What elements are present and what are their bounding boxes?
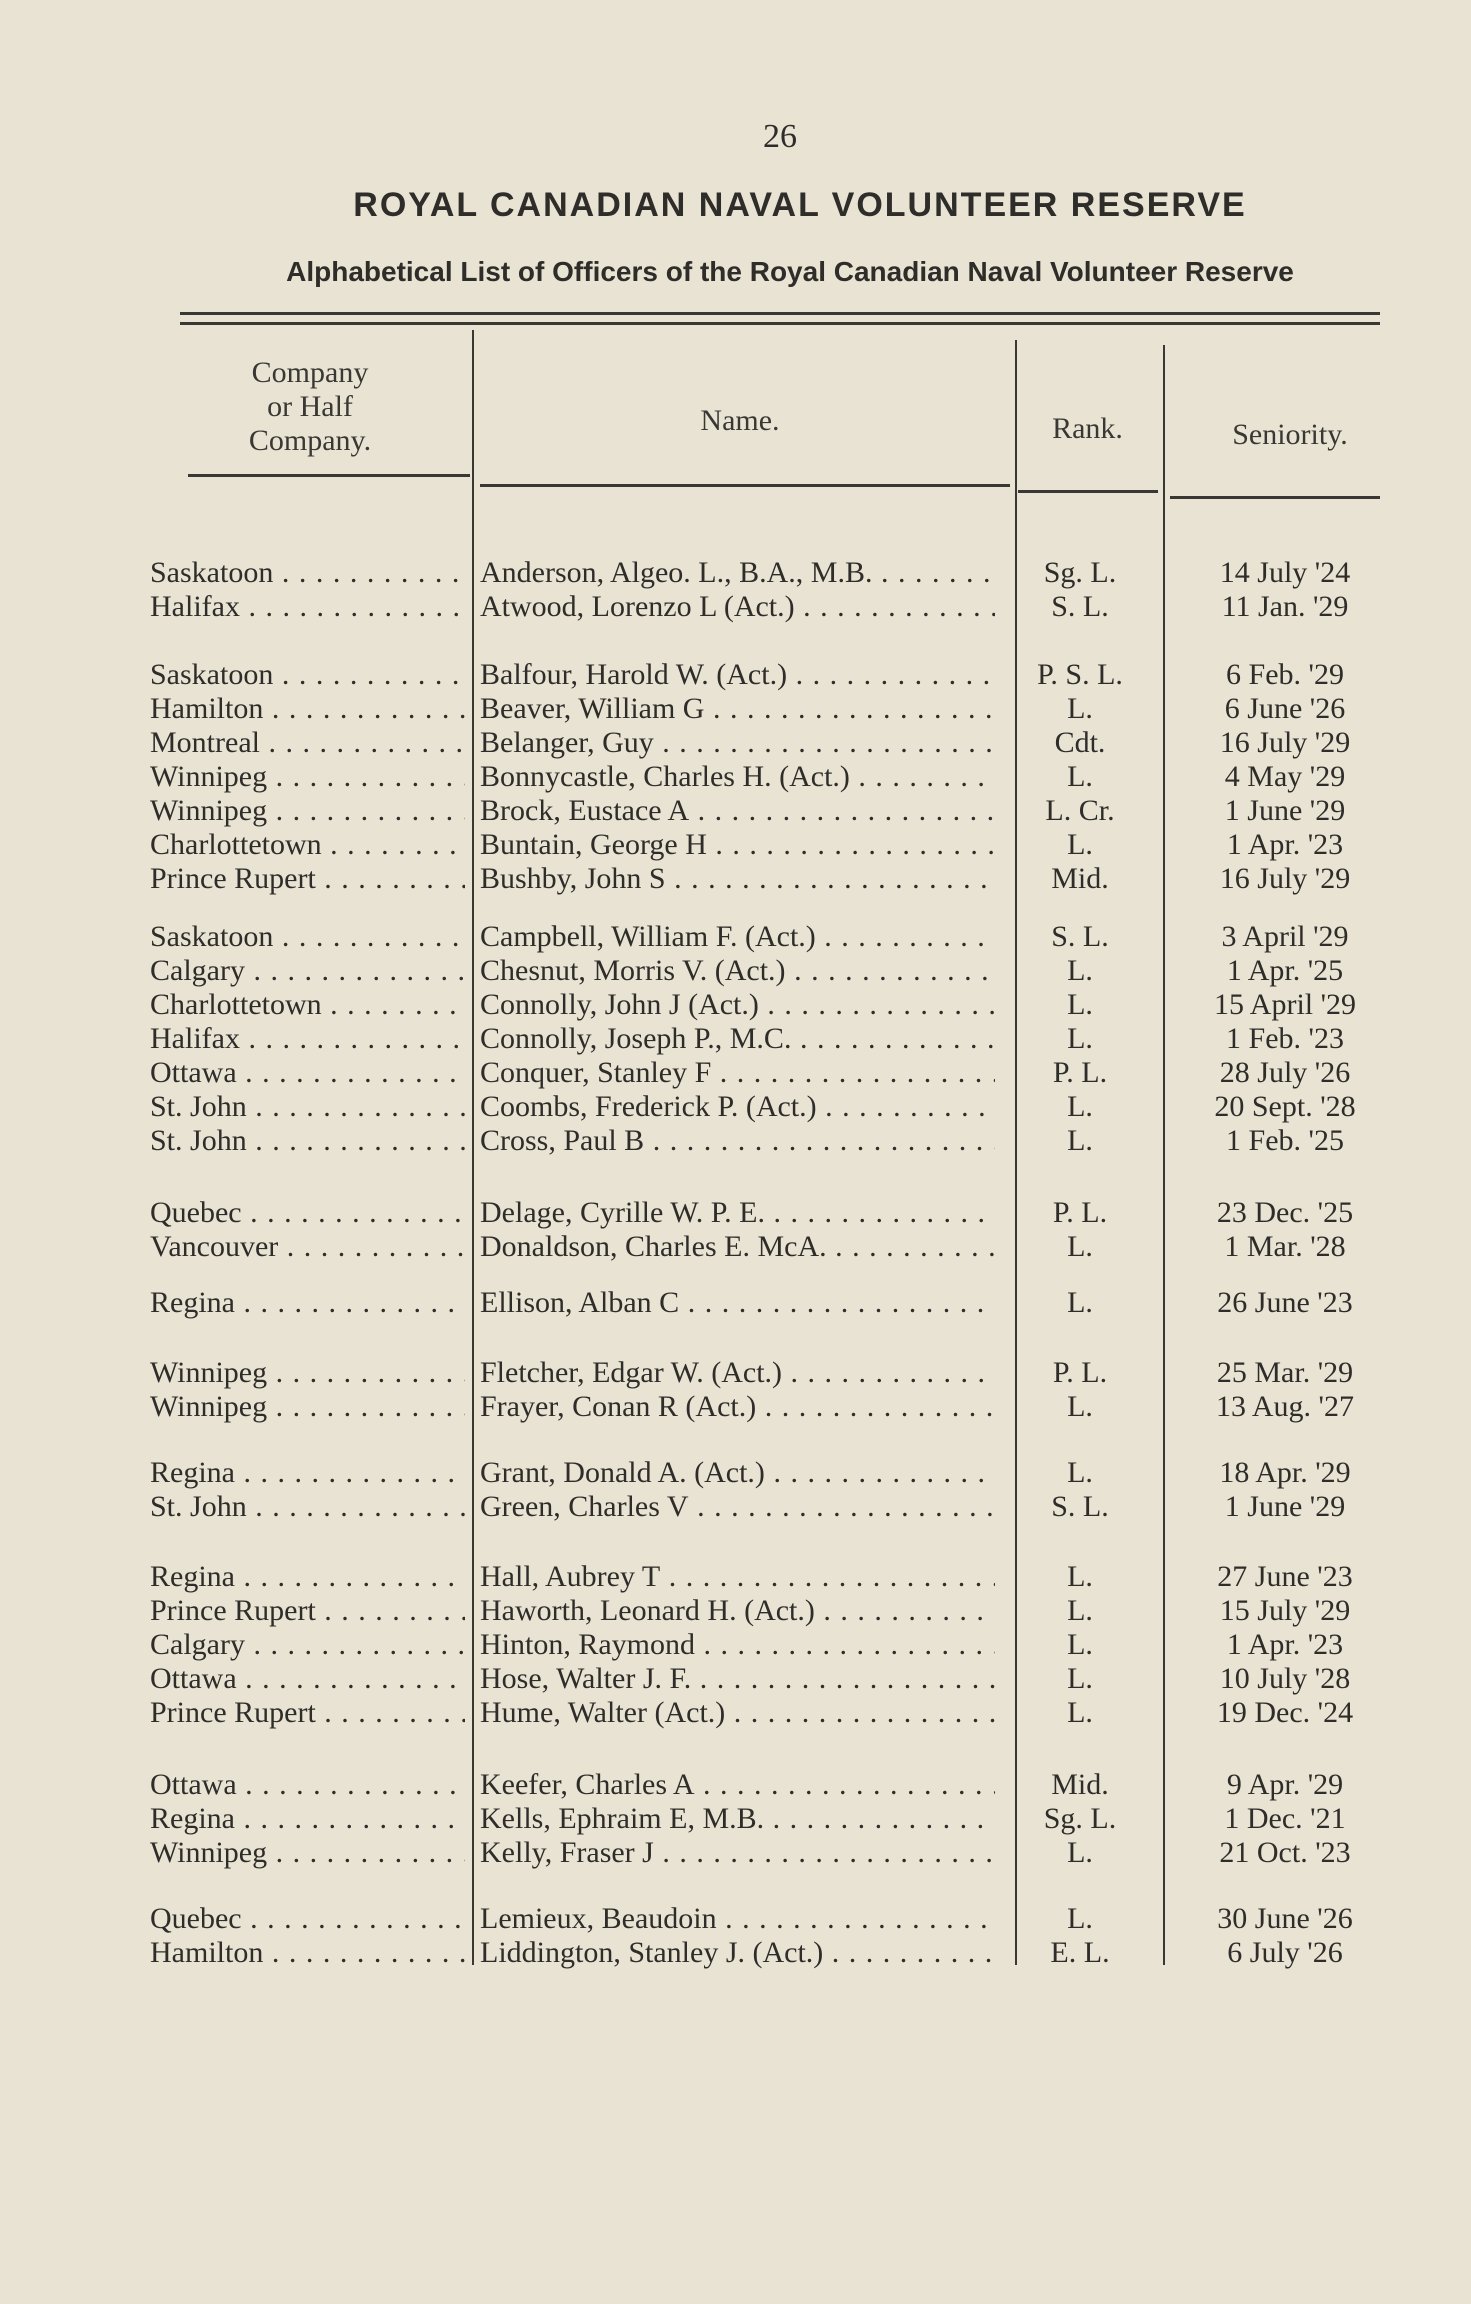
company-cell: Halifax . . . [150,590,465,624]
table-row [150,692,1400,726]
table-row [150,954,1400,988]
rank-cell: S. L. [1051,920,1109,953]
name-cell: Atwood, Lorenzo L (Act.) . . . [480,590,995,624]
company-cell: Winnipeg . . . [150,1356,465,1390]
company-cell: Regina . . . [150,1560,465,1594]
rank-cell: L. [1067,828,1093,861]
company-cell: Regina . . . [150,1802,465,1836]
seniority-cell: 6 Feb. '29 [1226,658,1344,691]
company-cell: Charlottetown . . . [150,828,465,862]
rank-cell: L. [1067,1286,1093,1319]
header-rank: Rank. [1052,412,1123,445]
table-row [150,1286,1400,1320]
entry-group [150,1902,1400,1970]
seniority-cell: 18 Apr. '29 [1219,1456,1351,1489]
seniority-cell: 11 Jan. '29 [1221,590,1349,623]
seniority-cell: 20 Sept. '28 [1214,1090,1356,1123]
table-row [150,1490,1400,1524]
table-row [150,658,1400,692]
rank-cell: Mid. [1051,862,1109,895]
company-cell: St. John . . . [150,1090,465,1124]
table-row [150,794,1400,828]
name-cell: Anderson, Algeo. L., B.A., M.B. . . . [480,556,995,590]
company-cell: Prince Rupert . . . [150,1696,465,1730]
seniority-cell: 10 July '28 [1219,1662,1351,1695]
name-cell: Liddington, Stanley J. (Act.) . . . [480,1936,995,1970]
table-row [150,1356,1400,1390]
table-row [150,1560,1400,1594]
table-row [150,1456,1400,1490]
rank-cell: L. Cr. [1045,794,1115,827]
table-row [150,988,1400,1022]
page-title: ROYAL CANADIAN NAVAL VOLUNTEER RESERVE [353,186,1247,224]
rank-cell: L. [1067,954,1093,987]
table-row [150,1802,1400,1836]
seniority-cell: 1 Apr. '23 [1226,828,1344,861]
rank-cell: Sg. L. [1043,1802,1117,1835]
seniority-cell: 1 June '29 [1224,794,1346,827]
rank-cell: L. [1067,1456,1093,1489]
company-cell: Prince Rupert . . . [150,862,465,896]
name-cell: Lemieux, Beaudoin . . . [480,1902,995,1936]
name-cell: Grant, Donald A. (Act.) . . . [480,1456,995,1490]
table-row [150,1628,1400,1662]
company-cell: Calgary . . . [150,954,465,988]
company-cell: Quebec . . . [150,1902,465,1936]
rank-cell: L. [1067,1230,1093,1263]
entry-group [150,1560,1400,1730]
table-row [150,1662,1400,1696]
company-cell: Ottawa . . . [150,1056,465,1090]
rank-cell: L. [1067,1902,1093,1935]
page-number: 26 [763,118,797,155]
name-cell: Bonnycastle, Charles H. (Act.) . . . [480,760,995,794]
company-cell: Winnipeg . . . [150,1390,465,1424]
table-row [150,1594,1400,1628]
seniority-cell: 6 July '26 [1227,1936,1343,1969]
rank-cell: E. L. [1050,1936,1110,1969]
seniority-cell: 26 June '23 [1217,1286,1353,1319]
name-cell: Kelly, Fraser J . . . [480,1836,995,1870]
company-cell: Calgary . . . [150,1628,465,1662]
company-cell: Ottawa . . . [150,1662,465,1696]
company-cell: St. John . . . [150,1490,465,1524]
name-cell: Kells, Ephraim E, M.B. . . . [480,1802,995,1836]
rank-cell: L. [1067,1696,1093,1729]
entry-group [150,1196,1400,1264]
name-cell: Connolly, John J (Act.) . . . [480,988,995,1022]
name-cell: Hinton, Raymond . . . [480,1628,995,1662]
seniority-cell: 23 Dec. '25 [1216,1196,1354,1229]
rank-cell: L. [1067,1836,1093,1869]
name-cell: Frayer, Conan R (Act.) . . . [480,1390,995,1424]
table-row [150,760,1400,794]
company-cell: Winnipeg . . . [150,794,465,828]
entry-group [150,556,1400,624]
seniority-cell: 13 Aug. '27 [1216,1390,1354,1423]
name-cell: Hose, Walter J. F. . . . [480,1662,995,1696]
company-cell: Vancouver . . . [150,1230,465,1264]
table-row [150,1196,1400,1230]
rank-cell: L. [1067,1594,1093,1627]
seniority-cell: 9 Apr. '29 [1226,1768,1344,1801]
seniority-cell: 15 July '29 [1219,1594,1351,1627]
rank-cell: S. L. [1051,590,1109,623]
entry-group [150,1286,1400,1320]
name-cell: Donaldson, Charles E. McA. . . . [480,1230,995,1264]
name-cell: Green, Charles V . . . [480,1490,995,1524]
rank-cell: L. [1067,1022,1093,1055]
company-cell: Winnipeg . . . [150,1836,465,1870]
rank-cell: P. L. [1052,1056,1108,1089]
seniority-cell: 1 Feb. '25 [1226,1124,1344,1157]
name-cell: Campbell, William F. (Act.) . . . [480,920,995,954]
rank-cell: Sg. L. [1043,556,1117,589]
name-cell: Beaver, William G . . . [480,692,995,726]
company-cell: Regina . . . [150,1456,465,1490]
name-cell: Hall, Aubrey T . . . [480,1560,995,1594]
entry-group [150,658,1400,896]
table-row [150,920,1400,954]
entry-group [150,1356,1400,1424]
table-row [150,590,1400,624]
company-cell: Saskatoon . . . [150,920,465,954]
table-row [150,1696,1400,1730]
table-row [150,1836,1400,1870]
seniority-cell: 4 May '29 [1224,760,1346,793]
table-row [150,1936,1400,1970]
seniority-cell: 1 June '29 [1224,1490,1346,1523]
rank-cell: P. S. L. [1037,658,1123,691]
table-row [150,1230,1400,1264]
entry-group [150,1768,1400,1870]
name-cell: Connolly, Joseph P., M.C. . . . [480,1022,995,1056]
name-cell: Belanger, Guy . . . [480,726,995,760]
name-cell: Coombs, Frederick P. (Act.) . . . [480,1090,995,1124]
seniority-cell: 3 April '29 [1221,920,1349,953]
header-underline-name [480,484,1010,487]
company-cell: Ottawa . . . [150,1768,465,1802]
seniority-cell: 27 June '23 [1217,1560,1353,1593]
rank-cell: L. [1067,988,1093,1021]
name-cell: Hume, Walter (Act.) . . . [480,1696,995,1730]
company-cell: Saskatoon . . . [150,556,465,590]
table-row [150,1056,1400,1090]
company-cell: Charlottetown . . . [150,988,465,1022]
header-name: Name. [700,404,780,437]
table-row [150,726,1400,760]
entry-group [150,920,1400,1158]
seniority-cell: 15 April '29 [1213,988,1357,1021]
company-cell: Hamilton . . . [150,692,465,726]
name-cell: Haworth, Leonard H. (Act.) . . . [480,1594,995,1628]
rank-cell: P. L. [1052,1196,1108,1229]
rank-cell: Cdt. [1054,726,1106,759]
name-cell: Chesnut, Morris V. (Act.) . . . [480,954,995,988]
table-row [150,1022,1400,1056]
header-underline-rank [1018,490,1158,493]
company-cell: Saskatoon . . . [150,658,465,692]
table-row [150,1124,1400,1158]
seniority-cell: 1 Mar. '28 [1224,1230,1346,1263]
company-cell: Regina . . . [150,1286,465,1320]
header-company: Company or Half Company. [248,356,372,457]
seniority-cell: 1 Apr. '23 [1226,1628,1344,1661]
name-cell: Fletcher, Edgar W. (Act.) . . . [480,1356,995,1390]
rank-cell: L. [1067,692,1093,725]
rank-cell: L. [1067,1662,1093,1695]
header-seniority: Seniority. [1232,418,1348,451]
seniority-cell: 1 Apr. '25 [1226,954,1344,987]
seniority-cell: 16 July '29 [1219,726,1351,759]
header-underline-company [188,474,470,477]
rank-cell: L. [1067,1390,1093,1423]
top-rule-double [180,322,1380,325]
table-row [150,1090,1400,1124]
seniority-cell: 21 Oct. '23 [1219,1836,1351,1869]
entry-group [150,1456,1400,1524]
name-cell: Ellison, Alban C . . . [480,1286,995,1320]
seniority-cell: 14 July '24 [1219,556,1351,589]
top-rule [180,312,1380,315]
table-row [150,556,1400,590]
seniority-cell: 1 Dec. '21 [1224,1802,1346,1835]
name-cell: Buntain, George H . . . [480,828,995,862]
rank-cell: P. L. [1052,1356,1108,1389]
header-underline-seniority [1170,496,1380,499]
rank-cell: L. [1067,760,1093,793]
rank-cell: Mid. [1051,1768,1109,1801]
table-row [150,828,1400,862]
rank-cell: L. [1067,1628,1093,1661]
name-cell: Cross, Paul B . . . [480,1124,995,1158]
name-cell: Delage, Cyrille W. P. E. . . . [480,1196,995,1230]
seniority-cell: 25 Mar. '29 [1216,1356,1354,1389]
company-cell: Quebec . . . [150,1196,465,1230]
rank-cell: L. [1067,1090,1093,1123]
seniority-cell: 1 Feb. '23 [1226,1022,1344,1055]
name-cell: Conquer, Stanley F . . . [480,1056,995,1090]
table-row [150,1390,1400,1424]
name-cell: Bushby, John S . . . [480,862,995,896]
name-cell: Balfour, Harold W. (Act.) . . . [480,658,995,692]
company-cell: Montreal . . . [150,726,465,760]
seniority-cell: 6 June '26 [1224,692,1346,725]
table-row [150,1768,1400,1802]
page-subtitle: Alphabetical List of Officers of the Royal Canadian Naval Volunteer Reserve [286,256,1294,287]
company-cell: Hamilton . . . [150,1936,465,1970]
table-row [150,1902,1400,1936]
seniority-cell: 30 June '26 [1217,1902,1353,1935]
company-cell: St. John . . . [150,1124,465,1158]
company-cell: Prince Rupert . . . [150,1594,465,1628]
rank-cell: L. [1067,1124,1093,1157]
company-cell: Halifax . . . [150,1022,465,1056]
rank-cell: L. [1067,1560,1093,1593]
name-cell: Brock, Eustace A . . . [480,794,995,828]
name-cell: Keefer, Charles A . . . [480,1768,995,1802]
company-cell: Winnipeg . . . [150,760,465,794]
rank-cell: S. L. [1051,1490,1109,1523]
seniority-cell: 16 July '29 [1219,862,1351,895]
seniority-cell: 28 July '26 [1219,1056,1351,1089]
seniority-cell: 19 Dec. '24 [1216,1696,1354,1729]
table-row [150,862,1400,896]
